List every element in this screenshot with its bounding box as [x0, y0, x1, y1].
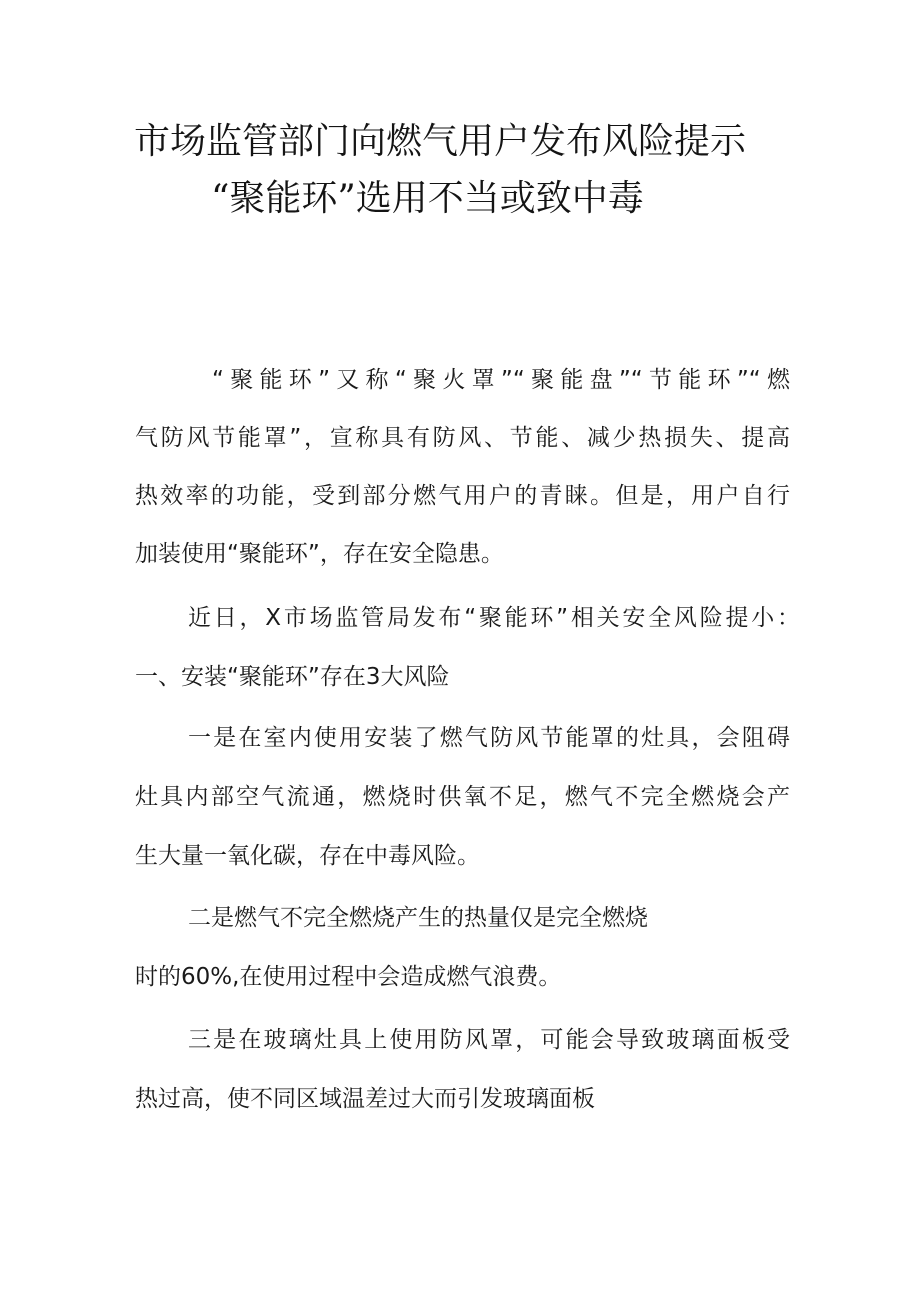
- paragraph-1-line-4: 加装使用“聚能环”，存在安全隐患。: [135, 541, 504, 567]
- risk-1-line-1: 一是在室内使用安装了燃气防风节能罩的灶具，会阻碍: [188, 725, 790, 751]
- document-title-line-1: 市场监管部门向燃气用户发布风险提示: [134, 121, 747, 162]
- document-title-line-2: “聚能环”选用不当或致中毒: [211, 178, 644, 219]
- risk-1-line-3: 生大量一氧化碳，存在中毒风险。: [135, 843, 480, 869]
- risk-3-line-2: 热过高，使不同区域温差过大而引发玻璃面板: [135, 1086, 595, 1112]
- paragraph-1-line-2: 气防风节能罩”，宣称具有防风、节能、减少热损失、提高: [135, 425, 790, 451]
- section-heading-1: 一、安装“聚能环”存在3大风险: [135, 664, 450, 690]
- risk-3-line-1: 三是在玻璃灶具上使用防风罩，可能会导致玻璃面板受: [188, 1027, 790, 1053]
- paragraph-2-line-1: 近日，X市场监管局发布“聚能环”相关安全风险提小：: [188, 605, 800, 631]
- paragraph-1-line-1: “聚能环”又称“聚火罩”“聚能盘”“节能环”“燃: [212, 367, 790, 393]
- risk-1-line-2: 灶具内部空气流通，燃烧时供氧不足，燃气不完全燃烧会产: [135, 784, 790, 810]
- risk-2-line-1: 二是燃气不完全燃烧产生的热量仅是完全燃烧: [188, 905, 648, 931]
- paragraph-1-line-3: 热效率的功能，受到部分燃气用户的青睐。但是，用户自行: [135, 483, 790, 509]
- risk-2-line-2: 时的60%,在使用过程中会造成燃气浪费。: [135, 964, 562, 990]
